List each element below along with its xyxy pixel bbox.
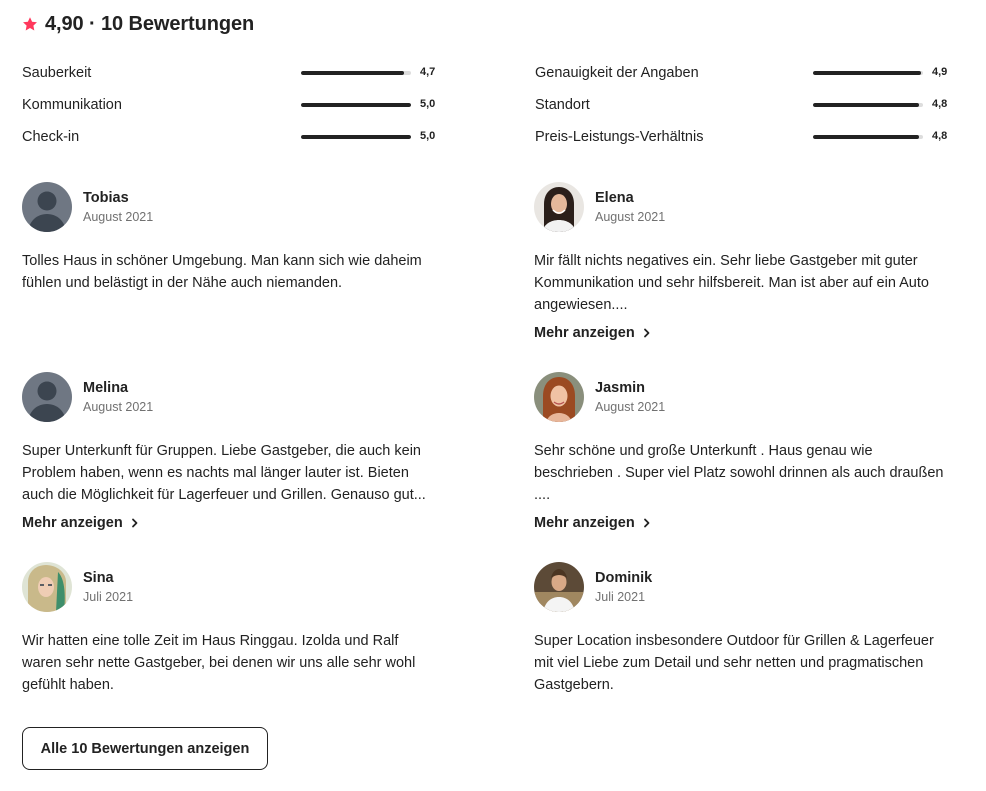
avatar[interactable]: [22, 182, 72, 232]
reviewer-meta: [83, 189, 153, 226]
rating-value: 5,0: [420, 130, 436, 142]
rating-value: 4,9: [932, 66, 948, 78]
avatar[interactable]: [534, 372, 584, 422]
rating-bar-fill: [813, 135, 919, 139]
review-text: Wir hatten eine tolle Zeit im Haus Ringgau. Izolda und Ralf waren sehr nette Gastgeber, bei denen wir uns alle sehr wohl gefühlt haben.: [22, 633, 416, 693]
rating-summary-title: 4,90 · 10 Bewertungen: [45, 12, 255, 35]
rating-value: 4,8: [932, 98, 948, 110]
show-more-label: Mehr anzeigen: [22, 515, 123, 531]
reviewer-name: Elena: [595, 189, 634, 206]
reviewer-meta: [595, 379, 665, 416]
review-card: [534, 562, 954, 696]
review-card: [22, 372, 442, 534]
category-ratings: [22, 60, 948, 152]
review-card: [534, 182, 954, 344]
reviews-header: [22, 10, 254, 38]
user-photo-icon: [534, 182, 584, 232]
show-more-label: Mehr anzeigen: [534, 515, 635, 531]
chevron-right-icon: [642, 518, 652, 528]
review-date: Juli 2021: [83, 589, 134, 604]
rating-bar-track: [813, 103, 923, 107]
rating-bar-track: [301, 135, 411, 139]
rating-row-kommunikation: [22, 92, 122, 118]
review-header: [534, 562, 954, 612]
review-date: Juli 2021: [595, 589, 646, 604]
review-text: Mir fällt nichts negatives ein. Sehr liebe Gastgeber mit guter Kommunikation und sehr hilfsbereit. Man ist aber auf ein Auto angewiesen....: [534, 253, 929, 313]
review-header: [22, 182, 442, 232]
rating-bar-fill: [813, 71, 921, 75]
reviewer-meta: [83, 569, 133, 606]
review-card: [534, 372, 954, 534]
reviewer-meta: [595, 189, 665, 226]
rating-bar-fill: [301, 103, 411, 107]
show-more-link[interactable]: [534, 322, 954, 344]
rating-bar-track: [813, 135, 923, 139]
reviewer-name: Tobias: [83, 189, 129, 206]
user-placeholder-icon: [22, 372, 72, 422]
rating-label: Preis-Leistungs-Verhältnis: [535, 129, 704, 145]
reviewer-name: Sina: [83, 569, 114, 586]
review-text: Tolles Haus in schöner Umgebung. Man kann sich wie daheim fühlen und belästigt in der Nähe auch niemanden.: [22, 253, 422, 291]
review-date: August 2021: [595, 399, 666, 414]
reviewer-meta: [595, 569, 652, 606]
star-icon: [22, 16, 38, 32]
review-header: [22, 372, 442, 422]
avatar[interactable]: [22, 562, 72, 612]
rating-row-genauigkeit: [535, 60, 699, 86]
review-header: [22, 562, 442, 612]
show-more-label: Mehr anzeigen: [534, 325, 635, 341]
review-date: August 2021: [595, 209, 666, 224]
user-photo-icon: [534, 372, 584, 422]
reviewer-name: Jasmin: [595, 379, 645, 396]
rating-value: 4,7: [420, 66, 436, 78]
rating-bar-track: [301, 103, 411, 107]
rating-value: 4,8: [932, 130, 948, 142]
rating-value: 5,0: [420, 98, 436, 110]
rating-label: Genauigkeit der Angaben: [535, 65, 699, 81]
chevron-right-icon: [130, 518, 140, 528]
avatar[interactable]: [534, 182, 584, 232]
review-text: Super Unterkunft für Gruppen. Liebe Gastgeber, die auch kein Problem haben, wenn es nachts mal länger lauter ist. Bieten auch die Möglichkeit für Lagerfeuer und Grillen. Genauso gut...: [22, 443, 426, 503]
review-card: [22, 182, 442, 294]
rating-row-sauberkeit: [22, 60, 91, 86]
rating-bar-track: [813, 71, 923, 75]
rating-bar-fill: [301, 135, 411, 139]
rating-bar-fill: [301, 71, 404, 75]
avatar[interactable]: [534, 562, 584, 612]
show-more-link[interactable]: [22, 512, 442, 534]
review-header: [534, 182, 954, 232]
rating-row-standort: [535, 92, 590, 118]
rating-row-check-in: [22, 124, 79, 150]
reviewer-meta: [83, 379, 153, 416]
chevron-right-icon: [642, 328, 652, 338]
show-more-link[interactable]: [534, 512, 954, 534]
review-date: August 2021: [83, 209, 154, 224]
review-text: Super Location insbesondere Outdoor für Grillen & Lagerfeuer mit viel Liebe zum Detail und sehr netten und pragmatischen Gastgebern.: [534, 633, 934, 693]
reviewer-name: Melina: [83, 379, 129, 396]
rating-label: Check-in: [22, 129, 80, 145]
review-date: August 2021: [83, 399, 154, 414]
avatar[interactable]: [22, 372, 72, 422]
rating-row-preis-leistung: [535, 124, 703, 150]
rating-label: Kommunikation: [22, 97, 122, 113]
review-header: [534, 372, 954, 422]
rating-bar-fill: [813, 103, 919, 107]
review-text: Sehr schöne und große Unterkunft . Haus genau wie beschrieben . Super viel Platz sowohl drinnen als auch draußen ....: [534, 443, 944, 503]
rating-bar-track: [301, 71, 411, 75]
review-card: [22, 562, 442, 696]
user-photo-icon: [534, 562, 584, 612]
rating-label: Sauberkeit: [22, 65, 92, 81]
reviewer-name: Dominik: [595, 569, 653, 586]
rating-label: Standort: [535, 97, 590, 113]
user-placeholder-icon: [22, 182, 72, 232]
show-all-reviews-button[interactable]: Alle 10 Bewertungen anzeigen: [22, 727, 268, 770]
user-photo-icon: [22, 562, 72, 612]
